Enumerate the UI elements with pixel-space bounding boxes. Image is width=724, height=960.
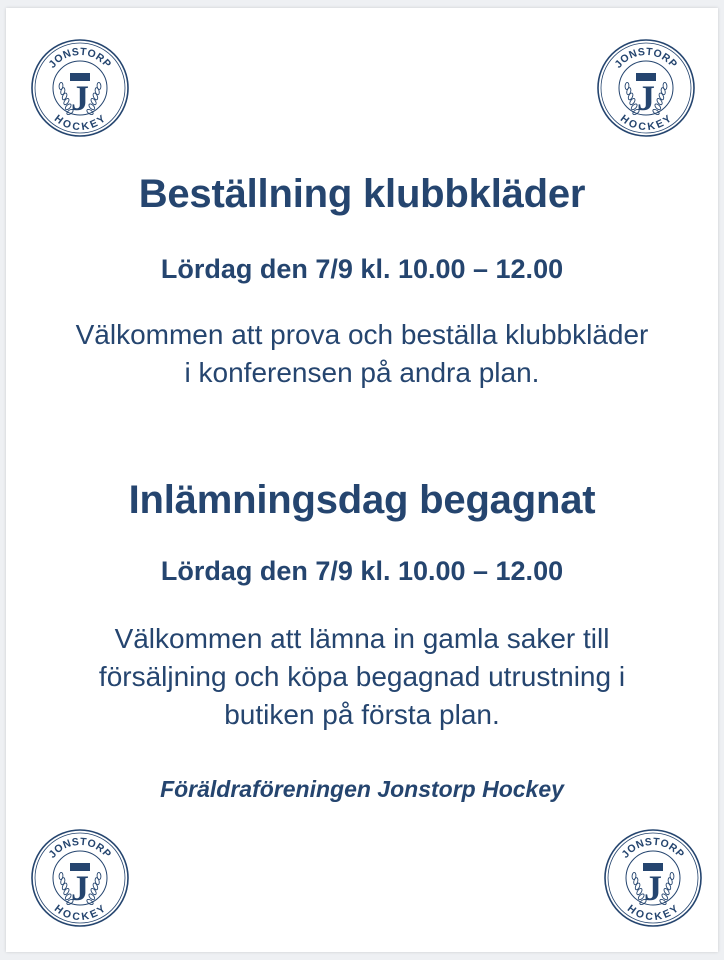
section1-body (6, 316, 718, 392)
seal-icon (596, 38, 696, 138)
section2-date: Lördag den 7/9 kl. 10.00 – 12.00 (160, 556, 564, 586)
club-logo-bottom-right (603, 828, 703, 928)
svg-text:HOCKEY: HOCKEY (51, 112, 109, 134)
club-logo-top-right (596, 38, 696, 138)
section1-date: Lördag den 7/9 kl. 10.00 – 12.00 (160, 254, 564, 284)
svg-text:J: J (71, 868, 89, 908)
seal-icon (30, 828, 130, 928)
section1-body-line: Välkommen att prova och beställa klubbkläder (75, 319, 649, 350)
signature: Föräldraföreningen Jonstorp Hockey (160, 776, 564, 802)
club-logo-top-left (30, 38, 130, 138)
svg-text:HOCKEY: HOCKEY (624, 902, 682, 924)
section2-body-line: Välkommen att lämna in gamla saker till (114, 623, 610, 654)
svg-text:J: J (637, 78, 655, 118)
poster (6, 8, 718, 952)
svg-text:JONSTORP: JONSTORP (619, 835, 687, 861)
svg-text:JONSTORP: JONSTORP (46, 45, 114, 71)
section2-body (6, 620, 718, 734)
section2-body-line: butiken på första plan. (224, 699, 500, 730)
section1-body-line: i konferensen på andra plan. (184, 357, 540, 388)
svg-text:J: J (71, 78, 89, 118)
svg-text:HOCKEY: HOCKEY (617, 112, 675, 134)
seal-icon (603, 828, 703, 928)
club-logo-bottom-left (30, 828, 130, 928)
svg-text:JONSTORP: JONSTORP (612, 45, 680, 71)
seal-icon (30, 38, 130, 138)
svg-text:J: J (644, 868, 662, 908)
section1-title: Beställning klubbkläder (138, 172, 586, 216)
section2-title: Inlämningsdag begagnat (128, 478, 596, 522)
svg-text:HOCKEY: HOCKEY (51, 902, 109, 924)
section2-body-line: försäljning och köpa begagnad utrustning i (98, 661, 626, 692)
svg-text:JONSTORP: JONSTORP (46, 835, 114, 861)
